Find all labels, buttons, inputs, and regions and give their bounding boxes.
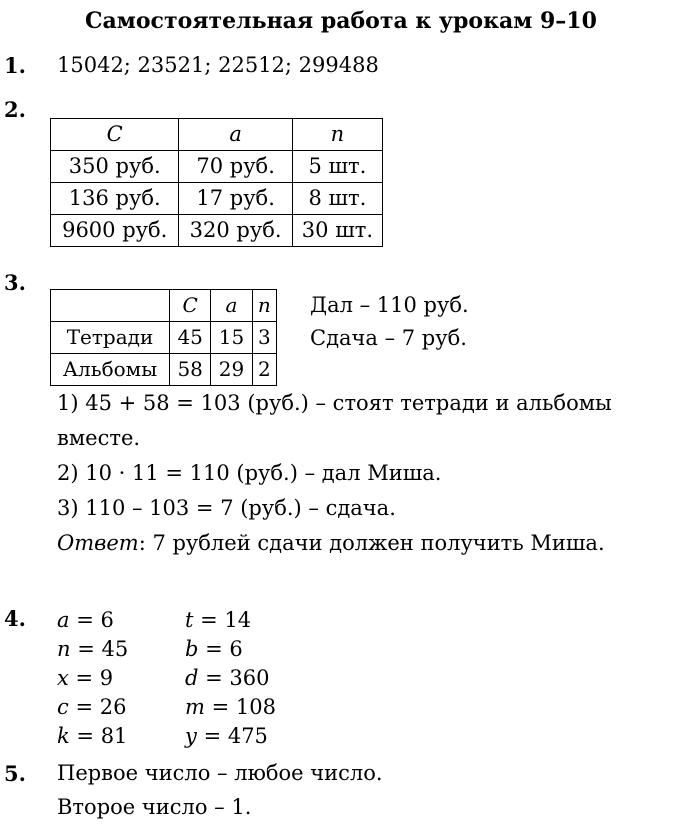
table-cell: 8 шт. [292, 183, 382, 215]
table-cell: 5 шт. [292, 151, 382, 183]
task-3-number: 3. [4, 270, 26, 295]
task-4-number: 4. [4, 606, 26, 631]
variable-value: n = 45 [57, 637, 129, 661]
table-header-row [51, 119, 383, 151]
table-cell: 17 руб. [179, 183, 292, 215]
variable-value: a = 6 [57, 608, 114, 632]
task-5-line: Второе число – 1. [57, 795, 252, 819]
task-1-number: 1. [4, 53, 26, 78]
task-3-table [50, 289, 277, 386]
variable-value: x = 9 [57, 666, 114, 690]
table-cell: 3 [252, 322, 276, 354]
header-cell: C [170, 290, 211, 322]
table-cell: 2 [252, 354, 276, 386]
table-cell: 9600 руб. [51, 215, 179, 247]
table-row [51, 183, 383, 215]
table-cell: 58 [170, 354, 211, 386]
table-cell: 45 [170, 322, 211, 354]
header-cell: n [252, 290, 276, 322]
variable-value: k = 81 [57, 724, 128, 748]
variables-column-2 [185, 606, 276, 751]
variable-value: y = 475 [185, 724, 268, 748]
answer-text: : 7 рублей сдачи должен получить Миша. [138, 531, 605, 555]
table-cell: 15 [211, 322, 252, 354]
table-cell: 320 руб. [179, 215, 292, 247]
task-1-answer: 15042; 23521; 22512; 299488 [57, 53, 379, 77]
table-row [51, 354, 277, 386]
solution-step: 2) 10 · 11 = 110 (руб.) – дал Миша. [57, 461, 442, 485]
task-2-number: 2. [4, 97, 26, 122]
header-cell: n [292, 119, 382, 151]
variable-value: m = 108 [185, 695, 276, 719]
table-row [51, 215, 383, 247]
task-5-number: 5. [4, 761, 26, 786]
solution-step: 3) 110 – 103 = 7 (руб.) – сдача. [57, 496, 396, 520]
table-cell: 29 [211, 354, 252, 386]
table-cell: Альбомы [51, 354, 170, 386]
variable-value: c = 26 [57, 695, 127, 719]
table-header-row [51, 290, 277, 322]
given-note: Дал – 110 руб. [310, 293, 469, 317]
table-row [51, 151, 383, 183]
table-row [51, 322, 277, 354]
answer-line [57, 531, 605, 555]
header-cell [51, 290, 170, 322]
solution-step: 1) 45 + 58 = 103 (руб.) – стоят тетради и альбомы [57, 391, 612, 415]
table-cell: 350 руб. [51, 151, 179, 183]
answer-label: Ответ [57, 531, 139, 555]
table-cell: 30 шт. [292, 215, 382, 247]
header-cell: a [179, 119, 292, 151]
variable-value: t = 14 [185, 608, 252, 632]
variables-column-1 [57, 606, 128, 751]
task-2-table [50, 118, 383, 247]
table-cell: 70 руб. [179, 151, 292, 183]
table-cell: 136 руб. [51, 183, 179, 215]
page-title: Самостоятельная работа к урокам 9–10 [85, 8, 597, 34]
solution-step: вместе. [57, 426, 141, 450]
change-note: Сдача – 7 руб. [310, 326, 467, 350]
header-cell: a [211, 290, 252, 322]
variable-value: d = 360 [185, 666, 270, 690]
table-cell: Тетради [51, 322, 170, 354]
variable-value: b = 6 [185, 637, 243, 661]
header-cell: C [51, 119, 179, 151]
task-5-line: Первое число – любое число. [57, 761, 383, 785]
